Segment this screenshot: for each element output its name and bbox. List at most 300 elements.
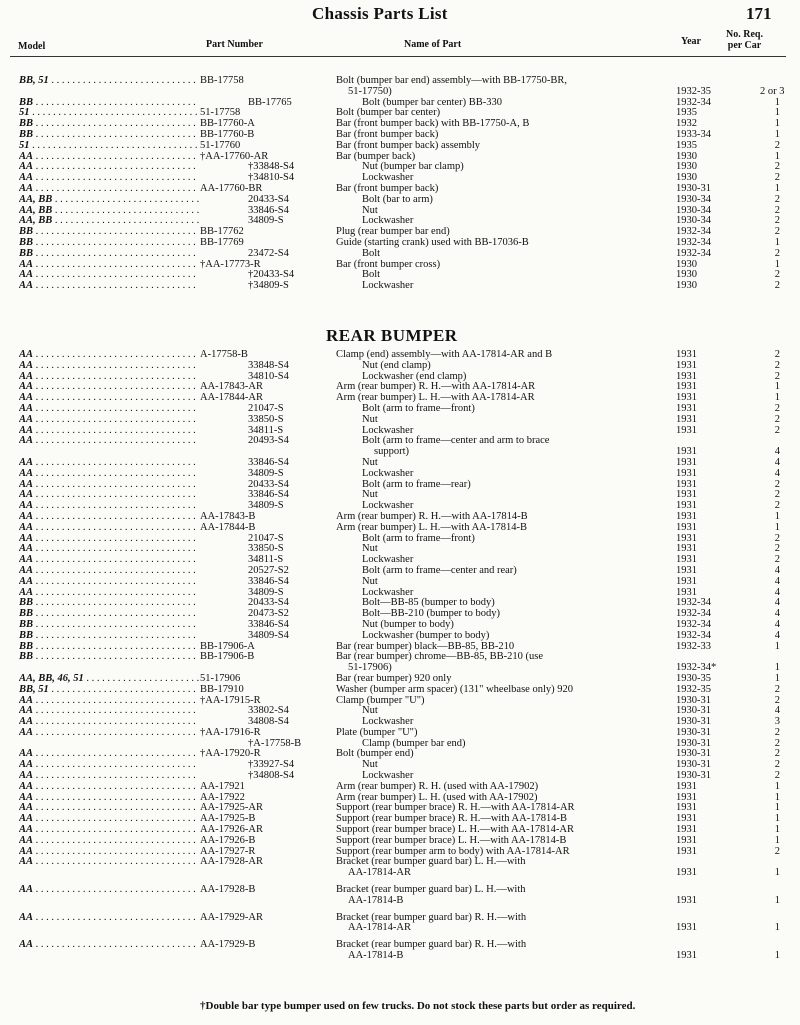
- part-name-cell: Clamp (bumper bar end): [362, 737, 466, 749]
- quantity-cell: 1: [774, 150, 780, 162]
- part-number-cell: AA-17922: [200, 791, 245, 803]
- part-number-cell: AA-17925-B: [200, 813, 256, 825]
- model-cell: BB . . .: [19, 631, 199, 642]
- part-number-cell: A-17758-B: [200, 349, 248, 360]
- part-number-cell: AA-17929-B: [200, 939, 256, 951]
- model-cell: BB . . .: [19, 130, 199, 141]
- quantity-cell: 1: [774, 381, 780, 393]
- year-cell: 1931: [676, 543, 697, 555]
- part-name-cell: Lockwasher: [362, 424, 414, 436]
- parts-row: [0, 951, 800, 962]
- model-cell: AA . . .: [19, 566, 199, 577]
- model-cell: AA . . .: [19, 825, 199, 836]
- part-number-cell: AA-17927-R: [200, 845, 256, 857]
- part-number-cell: AA-17929-AR: [200, 911, 263, 923]
- year-cell: 1930: [676, 161, 697, 173]
- part-name-cell: Lockwasher: [362, 467, 414, 479]
- part-number-cell: 20473-S2: [248, 608, 289, 620]
- part-name-cell: Lockwasher: [362, 716, 414, 728]
- model-cell: AA . . .: [19, 803, 199, 814]
- part-number-cell: AA-17926-AR: [200, 824, 263, 836]
- year-cell: 1930-31: [676, 759, 711, 771]
- part-number-cell: 33846-S4: [248, 618, 289, 630]
- part-name-cell: Bar (rear bumper) 920 only: [336, 672, 452, 684]
- model-cell: AA . . .: [19, 717, 199, 728]
- quantity-cell: 2: [774, 759, 780, 771]
- part-name-cell: Nut: [362, 705, 378, 717]
- front-bumper-parts-list: [0, 76, 800, 292]
- quantity-cell: 4: [774, 564, 780, 576]
- part-name-cell: Nut: [362, 759, 378, 771]
- part-number-cell: 20493-S4: [248, 435, 289, 447]
- part-name-cell: Bolt (arm to frame—center and arm to brace: [362, 435, 550, 447]
- quantity-cell: 2: [774, 402, 780, 414]
- quantity-cell: 2: [774, 172, 780, 184]
- quantity-cell: 1: [774, 894, 780, 906]
- model-cell: AA . . .: [19, 696, 199, 707]
- part-name-cell: AA-17814-B: [348, 950, 404, 962]
- model-cell: AA . . .: [19, 885, 199, 896]
- part-name-cell: 51-17906): [348, 662, 392, 674]
- model-cell: BB . . .: [19, 119, 199, 130]
- parts-row: [0, 868, 800, 879]
- part-number-cell: 20527-S2: [248, 564, 289, 576]
- model-cell: AA . . .: [19, 426, 199, 437]
- year-cell: 1931: [676, 510, 697, 522]
- model-cell: 51 . . .: [19, 141, 199, 152]
- part-name-cell: Bar (front bumper back): [336, 182, 439, 194]
- part-name-cell: Bar (rear bumper) black—BB-85, BB-210: [336, 640, 515, 652]
- year-cell: 1931: [676, 424, 697, 436]
- quantity-cell: 4: [774, 456, 780, 468]
- part-name-cell: AA-17814-AR: [348, 922, 411, 934]
- quantity-cell: 2: [774, 269, 780, 281]
- part-number-cell: 51-17906: [200, 672, 241, 684]
- year-cell: 1930: [676, 172, 697, 184]
- part-name-cell: Arm (rear bumper) L. H.—with AA-17814-AR: [336, 392, 535, 404]
- part-name-cell: Bolt (bumper bar center): [336, 107, 441, 119]
- year-cell: 1932-34: [676, 608, 711, 620]
- part-name-cell: support): [374, 446, 409, 458]
- part-number-cell: 34811-S: [248, 554, 284, 566]
- year-cell: 1931: [676, 446, 697, 458]
- quantity-cell: 1: [774, 950, 780, 962]
- part-name-cell: Clamp (bumper "U"): [336, 694, 425, 706]
- page-number: 171: [746, 4, 772, 23]
- year-cell: 1931: [676, 500, 697, 512]
- year-cell: 1931: [676, 813, 697, 825]
- part-number-cell: BB-17765: [248, 96, 292, 108]
- quantity-cell: 2: [774, 500, 780, 512]
- quantity-cell: 1: [774, 128, 780, 140]
- year-cell: 1931: [676, 554, 697, 566]
- quantity-cell: 4: [774, 446, 780, 458]
- part-number-cell: AA-17843-B: [200, 510, 256, 522]
- quantity-cell: 2: [774, 226, 780, 238]
- part-number-cell: 34809-S: [248, 586, 284, 598]
- parts-row: [0, 523, 800, 534]
- model-cell: AA . . .: [19, 350, 199, 361]
- part-name-cell: Bar (front bumper cross): [336, 258, 441, 270]
- part-number-cell: 34811-S: [248, 424, 284, 436]
- quantity-cell: 1: [774, 118, 780, 130]
- part-number-cell: 21047-S: [248, 402, 284, 414]
- year-cell: 1931: [676, 564, 697, 576]
- quantity-cell: 2: [774, 161, 780, 173]
- quantity-cell: 2: [774, 413, 780, 425]
- part-number-cell: 34809-S: [248, 467, 284, 479]
- year-cell: 1930: [676, 280, 697, 292]
- year-cell: 1930-31: [676, 748, 711, 760]
- part-number-cell: 34809-S: [248, 500, 284, 512]
- parts-row: [0, 923, 800, 934]
- part-number-cell: 33802-S4: [248, 705, 289, 717]
- quantity-cell: 2: [774, 215, 780, 227]
- part-number-cell: 34808-S4: [248, 716, 289, 728]
- part-name-cell: Bolt (bar to arm): [362, 193, 433, 205]
- part-number-cell: †A-17758-B: [248, 737, 302, 749]
- part-number-cell: 51-17760: [200, 139, 241, 151]
- quantity-cell: 1: [774, 922, 780, 934]
- year-cell: 1931: [676, 359, 697, 371]
- quantity-cell: 1: [774, 392, 780, 404]
- model-cell: BB . . .: [19, 609, 199, 620]
- part-name-cell: Lockwasher: [362, 770, 414, 782]
- part-name-cell: Bolt (bumper bar end) assembly—with BB-17750-BR,: [336, 75, 567, 86]
- part-name-cell: Support (rear bumper brace) L. H.—with AA-17814-B: [336, 834, 567, 846]
- part-number-cell: 33846-S4: [248, 575, 289, 587]
- quantity-cell: 1: [774, 662, 780, 674]
- quantity-cell: 2: [774, 694, 780, 706]
- quantity-cell: 4: [774, 597, 780, 609]
- part-name-cell: Plate (bumper "U"): [336, 726, 418, 738]
- year-cell: 1931: [676, 780, 697, 792]
- year-cell: 1932-35: [676, 683, 711, 695]
- model-cell: BB, 51 . . .: [19, 76, 199, 87]
- part-name-cell: Nut: [362, 456, 378, 468]
- part-number-cell: 51-17758: [200, 107, 241, 119]
- year-cell: 1935: [676, 107, 697, 119]
- parts-row: [0, 469, 800, 480]
- year-cell: 1930-34: [676, 204, 711, 216]
- quantity-cell: 2: [774, 280, 780, 292]
- part-name-cell: Bolt: [362, 269, 381, 281]
- year-cell: 1931: [676, 834, 697, 846]
- model-cell: AA . . .: [19, 469, 199, 480]
- quantity-cell: 1: [774, 521, 780, 533]
- year-cell: 1932-34: [676, 236, 711, 248]
- year-cell: 1931: [676, 575, 697, 587]
- year-cell: 1930-31: [676, 716, 711, 728]
- part-name-cell: Bar (bumper back): [336, 150, 416, 162]
- part-number-cell: †20433-S4: [248, 269, 295, 281]
- year-cell: 1933-34: [676, 128, 711, 140]
- year-cell: 1931: [676, 392, 697, 404]
- part-name-cell: Bolt (arm to frame—center and rear): [362, 564, 517, 576]
- part-name-cell: Bolt (arm to frame—rear): [362, 478, 471, 490]
- footnote: †Double bar type bumper used on few trucks. Do not stock these parts but order as required.: [200, 1000, 636, 1012]
- part-name-cell: Bolt—BB-210 (bumper to body): [362, 608, 500, 620]
- model-cell: AA . . .: [19, 270, 199, 281]
- model-cell: BB . . .: [19, 642, 199, 653]
- part-name-cell: Arm (rear bumper) R. H.—with AA-17814-B: [336, 510, 528, 522]
- part-name-cell: Guide (starting crank) used with BB-17036-B: [336, 236, 529, 248]
- quantity-cell: 4: [774, 629, 780, 641]
- model-cell: BB . . .: [19, 249, 199, 260]
- quantity-cell: 1: [774, 510, 780, 522]
- year-cell: 1931: [676, 489, 697, 501]
- part-name-cell: Lockwasher: [362, 172, 414, 184]
- year-cell: 1930-31: [676, 770, 711, 782]
- part-name-cell: Lockwasher: [362, 280, 414, 292]
- part-number-cell: BB-17906-B: [200, 651, 255, 663]
- parts-row: [0, 685, 800, 696]
- quantity-cell: 2: [774, 554, 780, 566]
- part-number-cell: †33848-S4: [248, 161, 295, 173]
- part-number-cell: 20433-S4: [248, 597, 289, 609]
- parts-row: [0, 896, 800, 907]
- model-cell: AA . . .: [19, 847, 199, 858]
- model-cell: BB . . .: [19, 98, 199, 109]
- model-cell: AA . . .: [19, 913, 199, 924]
- year-cell: 1930: [676, 150, 697, 162]
- part-number-cell: AA-17925-AR: [200, 802, 263, 814]
- quantity-cell: 4: [774, 575, 780, 587]
- model-cell: AA . . .: [19, 836, 199, 847]
- part-name-cell: Nut: [362, 575, 378, 587]
- quantity-cell: 4: [774, 608, 780, 620]
- model-cell: AA . . .: [19, 393, 199, 404]
- parts-row: [0, 361, 800, 372]
- model-cell: AA . . .: [19, 260, 199, 271]
- part-name-cell: Lockwasher: [362, 215, 414, 227]
- year-cell: 1930-34: [676, 215, 711, 227]
- parts-row: [0, 249, 800, 260]
- year-cell: 1932-35: [676, 85, 711, 97]
- part-number-cell: †34808-S4: [248, 770, 295, 782]
- header-rule: [10, 56, 786, 57]
- model-cell: BB . . .: [19, 227, 199, 238]
- part-number-cell: AA-17844-AR: [200, 392, 263, 404]
- year-cell: 1931: [676, 349, 697, 360]
- part-name-cell: Lockwasher (end clamp): [362, 370, 467, 382]
- quantity-cell: 2: [774, 204, 780, 216]
- year-cell: 1930: [676, 258, 697, 270]
- parts-row: [0, 577, 800, 588]
- quantity-cell: 4: [774, 618, 780, 630]
- part-name-cell: Nut (end clamp): [362, 359, 431, 371]
- part-name-cell: Lockwasher: [362, 500, 414, 512]
- part-name-cell: Nut: [362, 489, 378, 501]
- year-cell: 1931: [676, 894, 697, 906]
- year-cell: 1930-31: [676, 726, 711, 738]
- year-cell: 1932-34: [676, 96, 711, 108]
- rear-bumper-parts-list: [0, 350, 800, 962]
- part-name-cell: Bracket (rear bumper guard bar) L. H.—with: [336, 856, 526, 868]
- quantity-cell: 2: [774, 489, 780, 501]
- part-name-cell: Bolt (bumper end): [336, 748, 414, 760]
- quantity-cell: 2: [774, 532, 780, 544]
- year-cell: 1931: [676, 478, 697, 490]
- column-header-no-req-line1: No. Req.: [726, 29, 763, 40]
- year-cell: 1931: [676, 402, 697, 414]
- year-cell: 1931: [676, 845, 697, 857]
- part-number-cell: 33850-S: [248, 543, 284, 555]
- model-cell: AA . . .: [19, 404, 199, 415]
- part-number-cell: 33846-S4: [248, 456, 289, 468]
- part-number-cell: 33850-S: [248, 413, 284, 425]
- part-name-cell: Bolt: [362, 247, 381, 259]
- model-cell: BB . . .: [19, 598, 199, 609]
- part-number-cell: 23472-S4: [248, 247, 289, 259]
- year-cell: 1930-31: [676, 694, 711, 706]
- year-cell: 1931: [676, 791, 697, 803]
- part-name-cell: Bar (front bumper back) with BB-17750-A, B: [336, 118, 530, 130]
- quantity-cell: 1: [774, 672, 780, 684]
- year-cell: 1932-34: [676, 618, 711, 630]
- part-name-cell: Nut (bumper bar clamp): [362, 161, 464, 173]
- model-cell: AA . . .: [19, 771, 199, 782]
- model-cell: AA . . .: [19, 588, 199, 599]
- parts-row: [0, 281, 800, 292]
- quantity-cell: 2: [774, 139, 780, 151]
- part-name-cell: Bar (rear bumper) chrome—BB-85, BB-210 (use: [336, 651, 544, 663]
- part-name-cell: Bolt (arm to frame—front): [362, 532, 475, 544]
- part-number-cell: AA-17844-B: [200, 521, 256, 533]
- model-cell: AA . . .: [19, 577, 199, 588]
- parts-row: [0, 87, 800, 98]
- quantity-cell: 2: [774, 770, 780, 782]
- model-cell: AA . . .: [19, 544, 199, 555]
- year-cell: 1932-34: [676, 247, 711, 259]
- part-name-cell: Bracket (rear bumper guard bar) L. H.—with: [336, 884, 526, 896]
- column-header-year: Year: [681, 36, 701, 47]
- model-cell: AA . . .: [19, 940, 199, 951]
- quantity-cell: 1: [774, 813, 780, 825]
- part-name-cell: Lockwasher (bumper to body): [362, 629, 490, 641]
- model-cell: AA . . .: [19, 184, 199, 195]
- year-cell: 1930-31: [676, 705, 711, 717]
- part-number-cell: 33846-S4: [248, 489, 289, 501]
- model-cell: AA, BB, 46, 51 . . .: [19, 674, 199, 685]
- part-name-cell: Lockwasher: [362, 554, 414, 566]
- part-name-cell: Bar (front bumper back) assembly: [336, 139, 481, 151]
- model-cell: AA . . .: [19, 173, 199, 184]
- quantity-cell: 4: [774, 467, 780, 479]
- year-cell: 1931: [676, 521, 697, 533]
- quantity-cell: 1: [774, 182, 780, 194]
- quantity-cell: 2: [774, 543, 780, 555]
- year-cell: 1932-34: [676, 226, 711, 238]
- model-cell: AA . . .: [19, 372, 199, 383]
- part-number-cell: BB-17760-B: [200, 128, 255, 140]
- parts-row: [0, 195, 800, 206]
- part-name-cell: Bolt (bumper bar center) BB-330: [362, 96, 502, 108]
- part-name-cell: Support (rear bumper brace) R. H.—with AA-17814-B: [336, 813, 567, 825]
- column-header-name-of-part: Name of Part: [404, 39, 462, 50]
- quantity-cell: 1: [774, 834, 780, 846]
- quantity-cell: 2: [774, 478, 780, 490]
- part-number-cell: †34809-S: [248, 280, 289, 292]
- part-name-cell: Arm (rear bumper) R. H.—with AA-17814-AR: [336, 381, 536, 393]
- year-cell: 1930-34: [676, 193, 711, 205]
- part-number-cell: †AA-17773-R: [200, 258, 261, 270]
- part-name-cell: Clamp (end) assembly—with AA-17814-AR and B: [336, 349, 553, 360]
- parts-row: [0, 141, 800, 152]
- model-cell: AA, BB . . .: [19, 195, 199, 206]
- part-number-cell: AA-17928-B: [200, 884, 256, 896]
- model-cell: AA . . .: [19, 162, 199, 173]
- part-name-cell: Bar (front bumper back): [336, 128, 439, 140]
- part-name-cell: Nut: [362, 543, 378, 555]
- column-header-model: Model: [18, 41, 46, 52]
- quantity-cell: 2: [774, 748, 780, 760]
- quantity-cell: 1: [774, 791, 780, 803]
- column-header-part-number: Part Number: [206, 39, 263, 50]
- part-name-cell: Arm (rear bumper) L. H. (used with AA-17902): [336, 791, 538, 803]
- part-name-cell: 51-17750): [348, 85, 392, 97]
- year-cell: 1931: [676, 586, 697, 598]
- year-cell: 1932-34*: [676, 662, 717, 674]
- quantity-cell: 1: [774, 107, 780, 119]
- part-number-cell: 34810-S4: [248, 370, 289, 382]
- part-number-cell: 20433-S4: [248, 478, 289, 490]
- model-cell: BB . . .: [19, 620, 199, 631]
- year-cell: 1930-35: [676, 672, 711, 684]
- model-cell: AA . . .: [19, 512, 199, 523]
- model-cell: AA . . .: [19, 458, 199, 469]
- part-name-cell: Bolt (arm to frame—front): [362, 402, 475, 414]
- part-number-cell: †AA-17760-AR: [200, 150, 269, 162]
- model-cell: AA . . .: [19, 415, 199, 426]
- model-cell: AA . . .: [19, 555, 199, 566]
- model-cell: AA . . .: [19, 782, 199, 793]
- part-number-cell: 33846-S4: [248, 204, 289, 216]
- year-cell: 1931: [676, 824, 697, 836]
- part-number-cell: AA-17921: [200, 780, 245, 792]
- part-name-cell: AA-17814-B: [348, 894, 404, 906]
- year-cell: 1932: [676, 118, 697, 130]
- quantity-cell: 1: [774, 867, 780, 879]
- quantity-cell: 2: [774, 247, 780, 259]
- part-number-cell: AA-17928-AR: [200, 856, 263, 868]
- quantity-cell: 2: [774, 370, 780, 382]
- part-name-cell: Bolt—BB-85 (bumper to body): [362, 597, 495, 609]
- model-cell: AA . . .: [19, 523, 199, 534]
- part-name-cell: Washer (bumper arm spacer) (131" wheelbase only) 920: [336, 683, 573, 695]
- part-number-cell: 34809-S: [248, 215, 284, 227]
- quantity-cell: 1: [774, 824, 780, 836]
- model-cell: AA . . .: [19, 382, 199, 393]
- year-cell: 1932-33: [676, 640, 711, 652]
- part-name-cell: Plug (rear bumper bar end): [336, 226, 450, 238]
- quantity-cell: 1: [774, 258, 780, 270]
- model-cell: BB . . .: [19, 238, 199, 249]
- quantity-cell: 2: [774, 737, 780, 749]
- quantity-cell: 1: [774, 802, 780, 814]
- model-cell: AA . . .: [19, 749, 199, 760]
- part-name-cell: Support (rear bumper arm to body) with AA-17814-AR: [336, 845, 570, 857]
- part-name-cell: Bracket (rear bumper guard bar) R. H.—with: [336, 911, 527, 923]
- quantity-cell: 2: [774, 845, 780, 857]
- model-cell: AA . . .: [19, 534, 199, 545]
- year-cell: 1931: [676, 532, 697, 544]
- quantity-cell: 1: [774, 640, 780, 652]
- model-cell: AA . . .: [19, 760, 199, 771]
- quantity-cell: 2: [774, 193, 780, 205]
- part-number-cell: BB-17906-A: [200, 640, 255, 652]
- part-name-cell: Lockwasher: [362, 586, 414, 598]
